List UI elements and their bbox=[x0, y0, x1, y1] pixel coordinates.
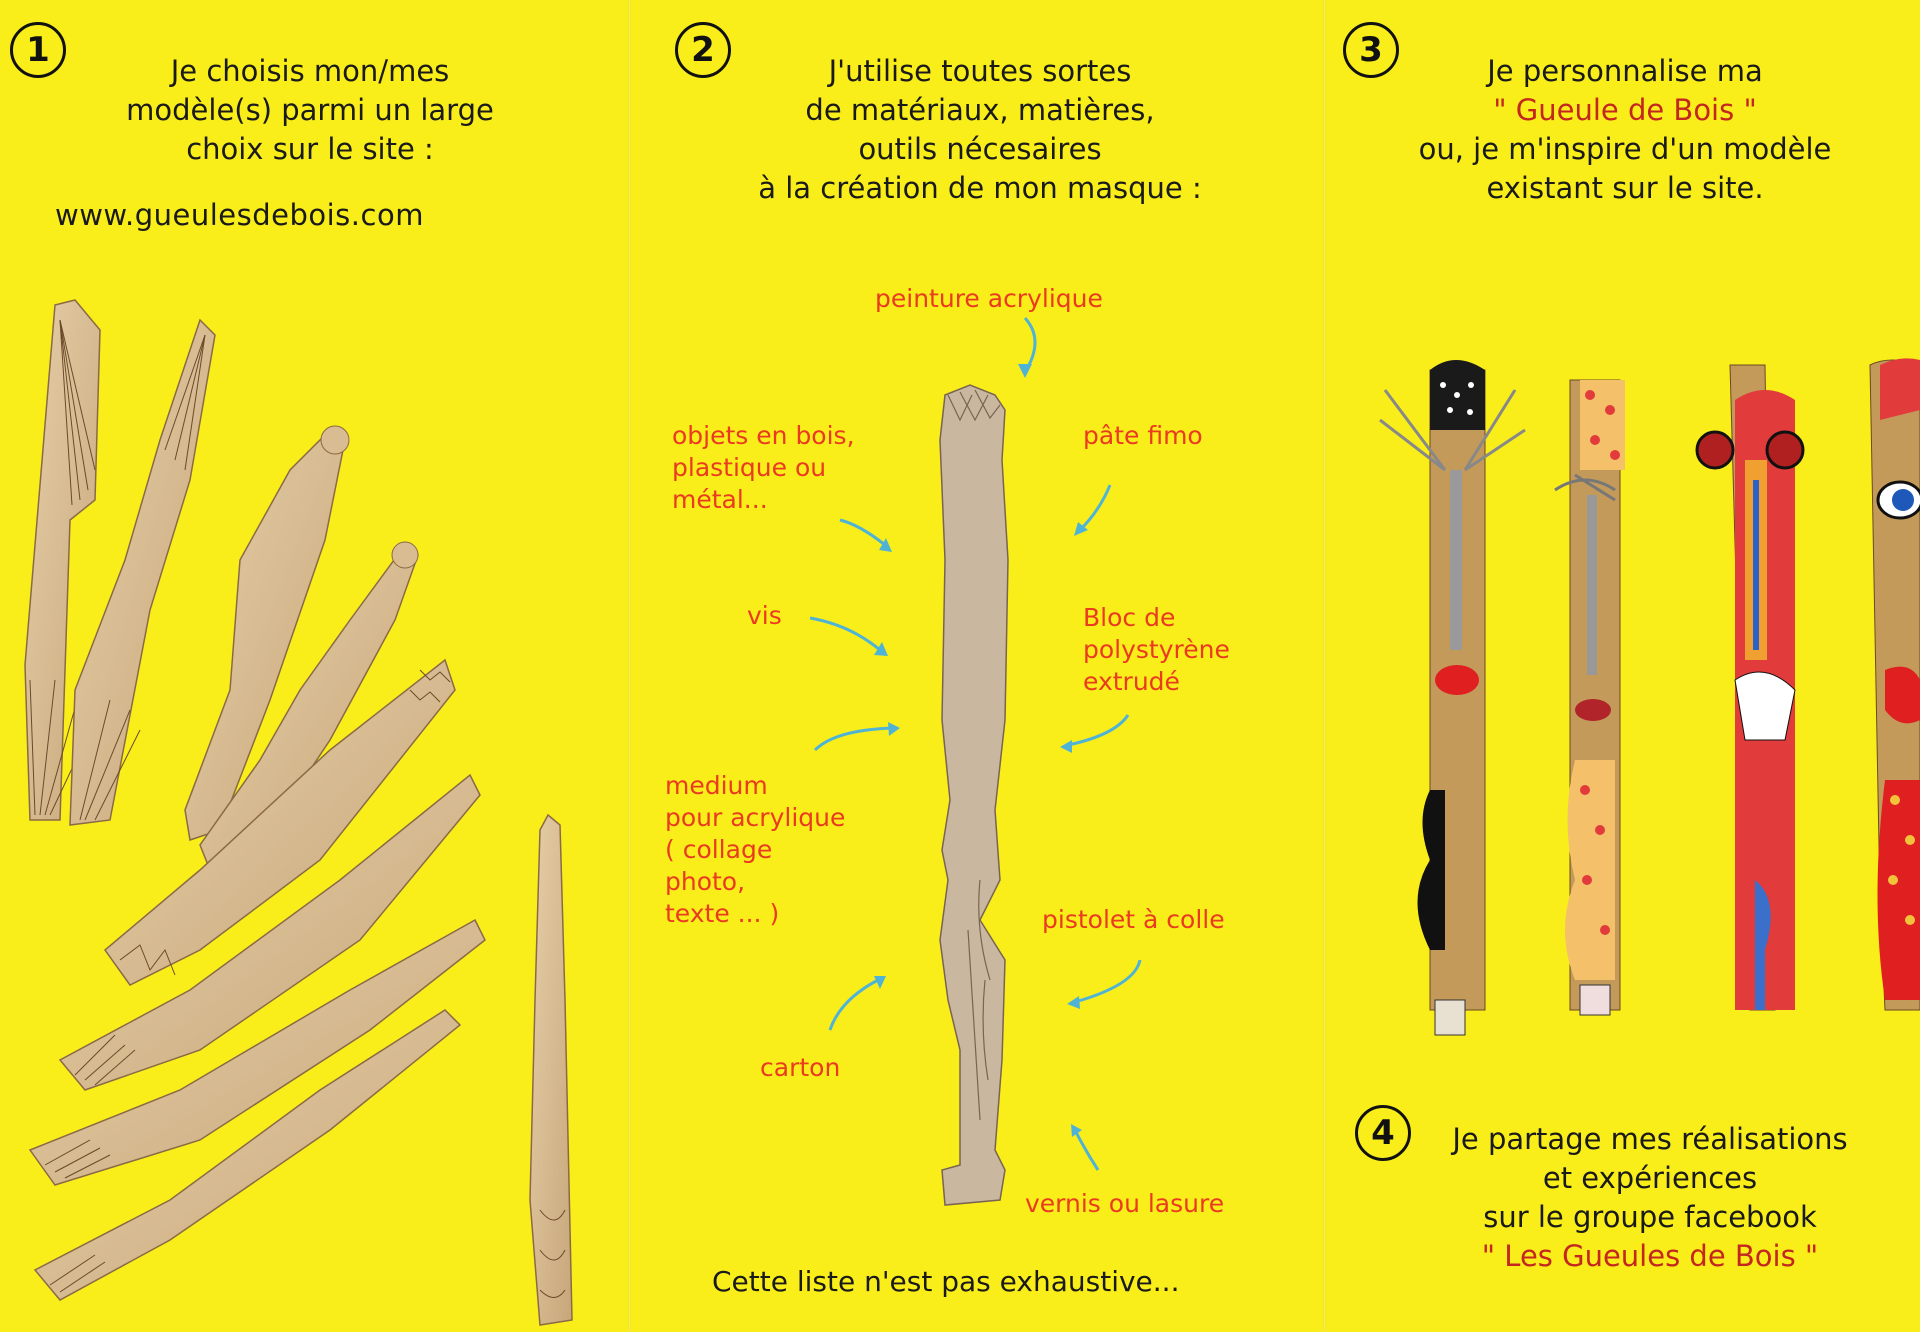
panel-4-line: Je partage mes réalisations bbox=[1452, 1122, 1848, 1156]
arrow-vis bbox=[810, 618, 880, 650]
panel-1-heading-line: Je choisis mon/mes bbox=[170, 54, 450, 88]
panel-3-heading-line: ou, je m'inspire d'un modèle bbox=[1418, 132, 1832, 166]
label-pistolet: pistolet à colle bbox=[1042, 905, 1225, 934]
decorated-mask-2 bbox=[1555, 380, 1625, 1015]
website-url[interactable]: www.gueulesdebois.com bbox=[55, 198, 424, 232]
step-number-4: 4 bbox=[1355, 1105, 1411, 1161]
wooden-blanks-illustration bbox=[0, 0, 630, 1332]
label-medium-line: texte ... ) bbox=[665, 899, 780, 928]
panel-3-heading-line: existant sur le site. bbox=[1486, 171, 1764, 205]
panel-4-line: et expériences bbox=[1542, 1161, 1758, 1195]
label-peinture: peinture acrylique bbox=[875, 284, 1103, 313]
label-medium-line: ( collage bbox=[665, 835, 773, 864]
label-objets-line: métal... bbox=[672, 485, 768, 514]
step-number-3: 3 bbox=[1343, 22, 1399, 78]
panel-3-heading-brand: " Gueule de Bois " bbox=[1493, 93, 1757, 127]
panel-1 bbox=[0, 0, 630, 1332]
label-medium-line: photo, bbox=[665, 867, 746, 896]
label-medium-line: medium bbox=[665, 771, 768, 800]
label-medium-line: pour acrylique bbox=[665, 803, 846, 832]
label-objets-line: plastique ou bbox=[672, 453, 827, 482]
arrow-peinture bbox=[1025, 318, 1035, 372]
label-medium bbox=[665, 770, 845, 930]
mask-blank bbox=[940, 385, 1008, 1205]
step-number-1: 1 bbox=[10, 22, 66, 78]
arrow-objets bbox=[840, 520, 885, 545]
wood-blank-9 bbox=[530, 815, 572, 1325]
arrow-bloc bbox=[1068, 715, 1128, 745]
panel-2-footer: Cette liste n'est pas exhaustive... bbox=[712, 1265, 1180, 1298]
panel-2-heading-line: de matériaux, matières, bbox=[805, 93, 1155, 127]
arrow-vernis bbox=[1075, 1130, 1098, 1170]
decorated-mask-3 bbox=[1697, 365, 1803, 1010]
arrow-carton bbox=[830, 980, 878, 1030]
arrow-medium bbox=[815, 728, 892, 750]
panel-3-heading-line: Je personnalise ma bbox=[1487, 54, 1763, 88]
panel-2-heading-line: J'utilise toutes sortes bbox=[828, 54, 1132, 88]
decorated-mask-1 bbox=[1380, 360, 1525, 1035]
arrow-pistolet bbox=[1075, 960, 1140, 1002]
label-bloc-line: extrudé bbox=[1083, 667, 1180, 696]
label-carton: carton bbox=[760, 1053, 841, 1082]
label-vis: vis bbox=[747, 601, 782, 630]
label-objets bbox=[672, 420, 855, 516]
label-fimo: pâte fimo bbox=[1083, 421, 1203, 450]
step-number-2: 2 bbox=[675, 22, 731, 78]
facebook-group-name[interactable]: " Les Gueules de Bois " bbox=[1481, 1239, 1819, 1273]
panel-4-line: sur le groupe facebook bbox=[1483, 1200, 1817, 1234]
label-vernis: vernis ou lasure bbox=[1025, 1189, 1225, 1218]
panel-2-heading-line: outils nécesaires bbox=[858, 132, 1102, 166]
label-bloc-line: Bloc de bbox=[1083, 603, 1176, 632]
label-bloc-line: polystyrène bbox=[1083, 635, 1230, 664]
panel-4-text bbox=[1410, 1120, 1890, 1276]
arrow-fimo bbox=[1080, 485, 1110, 530]
label-bloc bbox=[1083, 602, 1230, 698]
panel-2 bbox=[630, 0, 1325, 1332]
panel-1-heading-line: choix sur le site : bbox=[186, 132, 434, 166]
panel-1-heading-line: modèle(s) parmi un large bbox=[126, 93, 494, 127]
panel-3 bbox=[1325, 0, 1920, 1332]
label-objets-line: objets en bois, bbox=[672, 421, 855, 450]
decorated-mask-4 bbox=[1870, 358, 1920, 1010]
panel-2-heading-line: à la création de mon masque : bbox=[758, 171, 1202, 205]
